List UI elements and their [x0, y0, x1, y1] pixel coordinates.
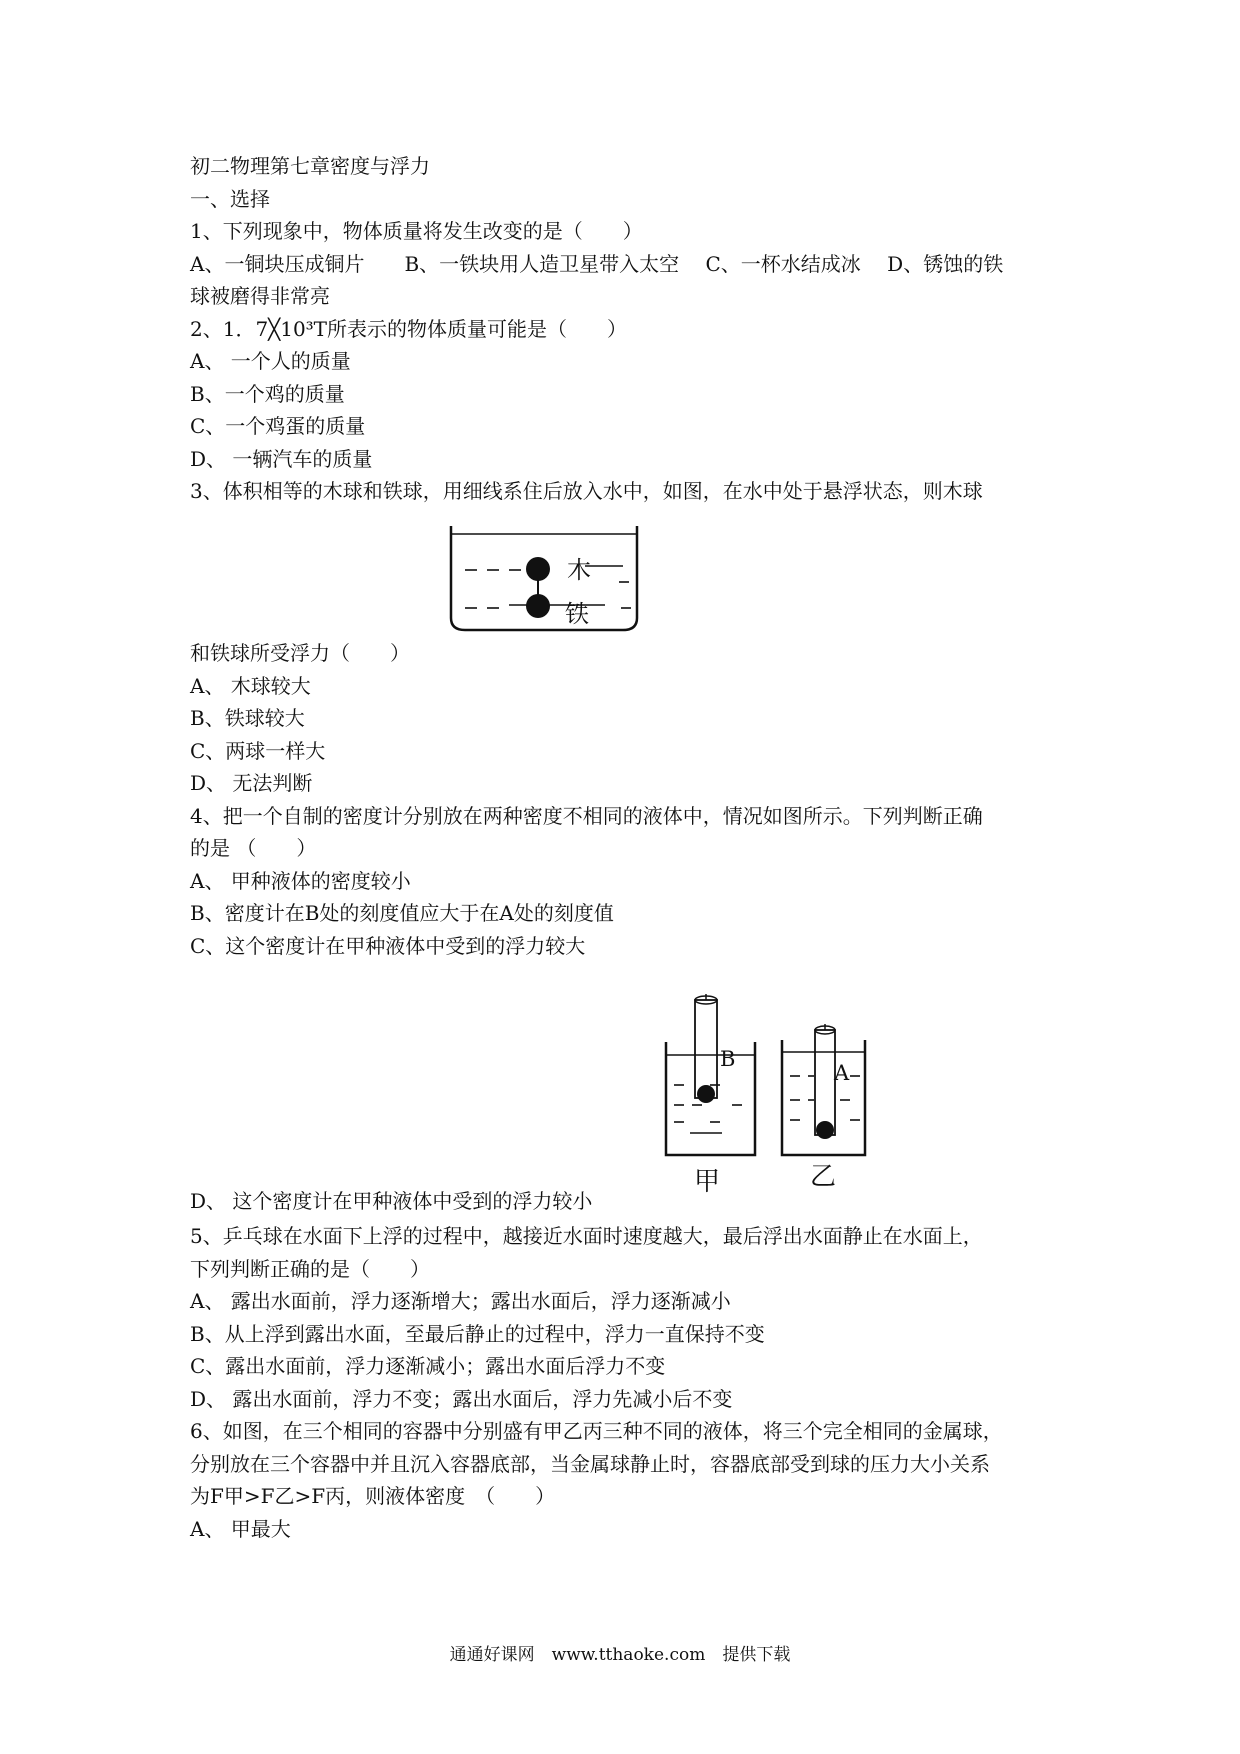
hydrometer-bulb-yi-icon [816, 1121, 834, 1139]
q3-option-a: A、 木球较大 [190, 674, 311, 698]
q5-stem-line2: 下列判断正确的是（ ） [190, 1257, 430, 1281]
q4-fig-label-a: A [834, 1061, 850, 1085]
iron-ball-icon [526, 594, 550, 618]
q6-stem-line2: 分别放在三个容器中并且沉入容器底部，当金属球静止时，容器底部受到球的压力大小关系 [190, 1452, 990, 1476]
q6-stem-line3: 为F甲>F乙>F丙，则液体密度 （ ） [190, 1484, 556, 1508]
q2-option-b: B、一个鸡的质量 [190, 382, 345, 406]
q5-option-c: C、露出水面前，浮力逐渐减小；露出水面后浮力不变 [190, 1354, 666, 1378]
document-title: 初二物理第七章密度与浮力 [190, 154, 430, 178]
q3-option-b: B、铁球较大 [190, 706, 305, 730]
q1-options-line1: A、一铜块压成铜片 B、一铁块用人造卫星带入太空 C、一杯水结成冰 D、锈蚀的铁 [190, 252, 1004, 276]
q6-option-a: A、 甲最大 [190, 1517, 291, 1541]
q4-option-d: D、 这个密度计在甲种液体中受到的浮力较小 [190, 1189, 593, 1213]
q4-fig-caption-jia: 甲 [694, 1167, 721, 1195]
q2-stem: 2、1．7╳10³T所表示的物体质量可能是（ ） [190, 317, 628, 341]
q4-option-b: B、密度计在B处的刻度值应大于在A处的刻度值 [190, 901, 614, 925]
q4-stem-line1: 4、把一个自制的密度计分别放在两种密度不相同的液体中，情况如图所示。下列判断正确 [190, 804, 983, 828]
hydrometer-bulb-jia-icon [697, 1085, 715, 1103]
q1-stem: 1、下列现象中，物体质量将发生改变的是（ ） [190, 219, 643, 243]
q3-figure-beaker [445, 520, 645, 635]
q3-option-d: D、 无法判断 [190, 771, 313, 795]
q5-option-d: D、 露出水面前，浮力不变；露出水面后，浮力先减小后不变 [190, 1387, 733, 1411]
q5-stem-line1: 5、乒乓球在水面下上浮的过程中，越接近水面时速度越大，最后浮出水面静止在水面上， [190, 1224, 983, 1248]
q4-figure-hydrometers [660, 990, 880, 1195]
q4-option-a: A、 甲种液体的密度较小 [190, 869, 411, 893]
q6-stem-line1: 6、如图，在三个相同的容器中分别盛有甲乙丙三种不同的液体，将三个完全相同的金属球， [190, 1419, 1003, 1443]
q2-option-a: A、 一个人的质量 [190, 349, 351, 373]
q3-fig-label-wood: 木 [567, 556, 591, 584]
q4-stem-line2: 的是 （ ） [190, 836, 317, 860]
q3-stem-line2: 和铁球所受浮力（ ） [190, 641, 410, 665]
q4-option-c: C、这个密度计在甲种液体中受到的浮力较大 [190, 934, 586, 958]
wood-ball-icon [526, 557, 550, 581]
q4-fig-label-b: B [720, 1047, 736, 1071]
q3-fig-label-iron: 铁 [565, 600, 589, 628]
q4-fig-caption-yi: 乙 [810, 1162, 837, 1192]
q5-option-b: B、从上浮到露出水面，至最后静止的过程中，浮力一直保持不变 [190, 1322, 765, 1346]
page-footer: 通通好课网 www.tthaoke.com 提供下载 [449, 1645, 791, 1665]
q2-option-c: C、一个鸡蛋的质量 [190, 414, 366, 438]
q5-option-a: A、 露出水面前，浮力逐渐增大；露出水面后，浮力逐渐减小 [190, 1289, 731, 1313]
q3-stem-line1: 3、体积相等的木球和铁球，用细线系住后放入水中，如图，在水中处于悬浮状态，则木球 [190, 479, 983, 503]
q3-option-c: C、两球一样大 [190, 739, 326, 763]
section-heading: 一、选择 [190, 187, 270, 211]
q2-option-d: D、 一辆汽车的质量 [190, 447, 373, 471]
q1-options-line2: 球被磨得非常亮 [190, 284, 330, 308]
